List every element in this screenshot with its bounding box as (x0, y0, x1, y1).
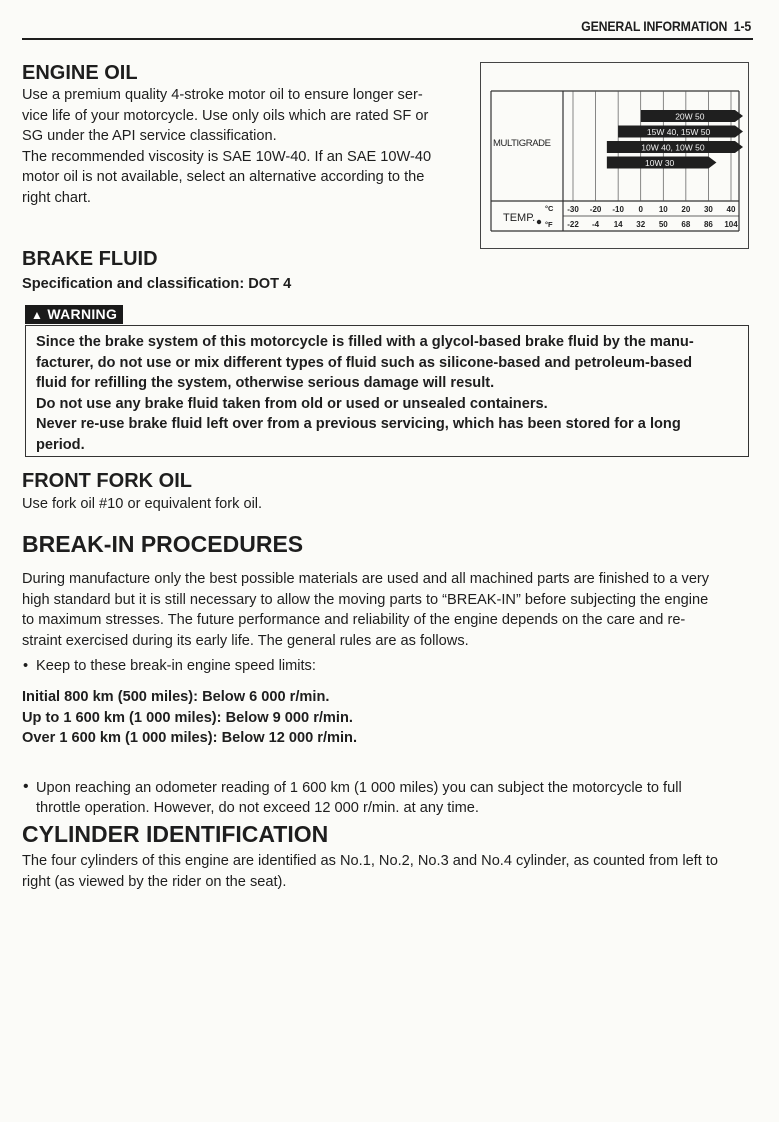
engine-oil-line: Use a premium quality 4-stroke motor oil to ensure longer ser- (22, 87, 423, 103)
fahrenheit-tick-label: 50 (658, 220, 668, 229)
header-rule (22, 38, 753, 40)
warning-line: fluid for refilling the system, otherwise serious damage will result. (36, 375, 495, 392)
brake-fluid-spec: Specification and classification: DOT 4 (22, 276, 292, 292)
speed-limit-line: Initial 800 km (500 miles): Below 6 000 r/min. (22, 689, 330, 705)
warning-label-text: WARNING (47, 306, 118, 322)
break-in-bullet-2 (22, 778, 771, 819)
celsius-tick-label: -10 (612, 205, 624, 214)
cylinder-id-line: right (as viewed by the rider on the seat). (22, 873, 287, 890)
fahrenheit-tick-label: -4 (592, 220, 600, 229)
header-section-title: GENERAL INFORMATION (581, 18, 728, 34)
warning-triangle-icon: ▲ (31, 308, 44, 322)
break-in-line: During manufacture only the best possible materials are used and all machined parts are finished to a very (22, 571, 710, 587)
celsius-tick-label: 40 (726, 205, 736, 214)
break-in-bullet-2-line: • Upon reaching an odometer reading of 1 600 km (1 000 miles) you can subject the motorcycle to full (36, 779, 682, 796)
cylinder-id-heading: CYLINDER IDENTIFICATION (22, 821, 329, 847)
celsius-tick-label: 0 (638, 205, 643, 214)
celsius-tick-label: -20 (589, 205, 602, 214)
warning-box (25, 325, 749, 457)
engine-oil-heading: ENGINE OIL (22, 62, 138, 84)
viscosity-chart (481, 63, 747, 247)
warning-line: Never re-use brake fluid left over from a previous servicing, which has been stored for a long (36, 416, 681, 433)
header-page-number: 1-5 (733, 18, 751, 34)
running-header (581, 18, 751, 34)
speed-limit-line: Over 1 600 km (1 000 miles): Below 12 000 r/min. (22, 730, 358, 746)
break-in-bullet-1: • Keep to these break-in engine speed limits: (22, 656, 779, 677)
front-fork-oil-heading: FRONT FORK OIL (22, 470, 192, 492)
fahrenheit-tick-label: 104 (724, 220, 738, 229)
engine-oil-line: vice life of your motorcycle. Use only oils which are rated SF or (22, 107, 429, 124)
engine-oil-line: right chart. (22, 189, 91, 206)
cylinder-id-body (22, 851, 757, 892)
viscosity-bar-label: 20W 50 (675, 111, 705, 122)
break-in-line: straint exercised during its early life. The general rules are as follows. (22, 632, 469, 649)
warning-line: Do not use any brake fluid taken from old or used or unsealed containers. (36, 395, 548, 412)
fahrenheit-tick-label: 68 (681, 220, 691, 229)
brake-fluid-heading: BRAKE FLUID (22, 248, 158, 270)
degree-dot-icon (537, 220, 541, 224)
celsius-tick-label: 30 (703, 205, 713, 214)
viscosity-bar-label: 15W 40, 15W 50 (646, 126, 711, 137)
break-in-limits (22, 687, 357, 749)
speed-limit-line: Up to 1 600 km (1 000 miles): Below 9 000 r/min. (22, 709, 353, 726)
celsius-tick-label: -30 (567, 205, 579, 214)
viscosity-bar-label: 10W 30 (644, 157, 675, 168)
warning-line: facturer, do not use or mix different types of fluid such as silicone-based and petroleum-based (36, 354, 693, 371)
engine-oil-body (22, 85, 467, 208)
engine-oil-line: The recommended viscosity is SAE 10W-40. If an SAE 10W-40 (22, 148, 432, 165)
fahrenheit-tick-label: 32 (636, 220, 646, 229)
warning-label (25, 305, 123, 324)
celsius-tick-label: 20 (681, 205, 691, 214)
viscosity-bar-label: 10W 40, 10W 50 (641, 142, 705, 153)
fahrenheit-tick-label: 14 (613, 220, 623, 229)
front-fork-oil-text: Use fork oil #10 or equivalent fork oil. (22, 496, 263, 512)
break-in-heading: BREAK-IN PROCEDURES (22, 531, 304, 557)
multigrade-label: MULTIGRADE (493, 138, 551, 149)
fahrenheit-tick-label: -22 (567, 220, 579, 229)
temp-label: TEMP. (503, 212, 536, 224)
break-in-body (22, 569, 757, 651)
break-in-line: high standard but it is still necessary to allow the moving parts to “BREAK-IN” before subjecting the engine (22, 591, 709, 608)
fahrenheit-tick-label: 86 (703, 220, 713, 229)
fahrenheit-unit: °F (545, 220, 553, 229)
warning-line: period. (36, 436, 85, 453)
viscosity-chart-frame (480, 62, 749, 249)
break-in-bullet-2-line: throttle operation. However, do not exceed 12 000 r/min. at any time. (36, 800, 479, 816)
celsius-unit: °C (545, 204, 554, 213)
engine-oil-line: motor oil is not available, select an alternative according to the (22, 169, 425, 185)
break-in-line: to maximum stresses. The future performance and reliability of the engine depends on the care and re- (22, 612, 686, 628)
cylinder-id-line: The four cylinders of this engine are identified as No.1, No.2, No.3 and No.4 cylinder, as counted from left to (22, 853, 719, 869)
warning-line: Since the brake system of this motorcycle is filled with a glycol-based brake fluid by the manu- (36, 334, 694, 350)
engine-oil-line: SG under the API service classification. (22, 128, 277, 144)
celsius-tick-label: 10 (658, 205, 668, 214)
